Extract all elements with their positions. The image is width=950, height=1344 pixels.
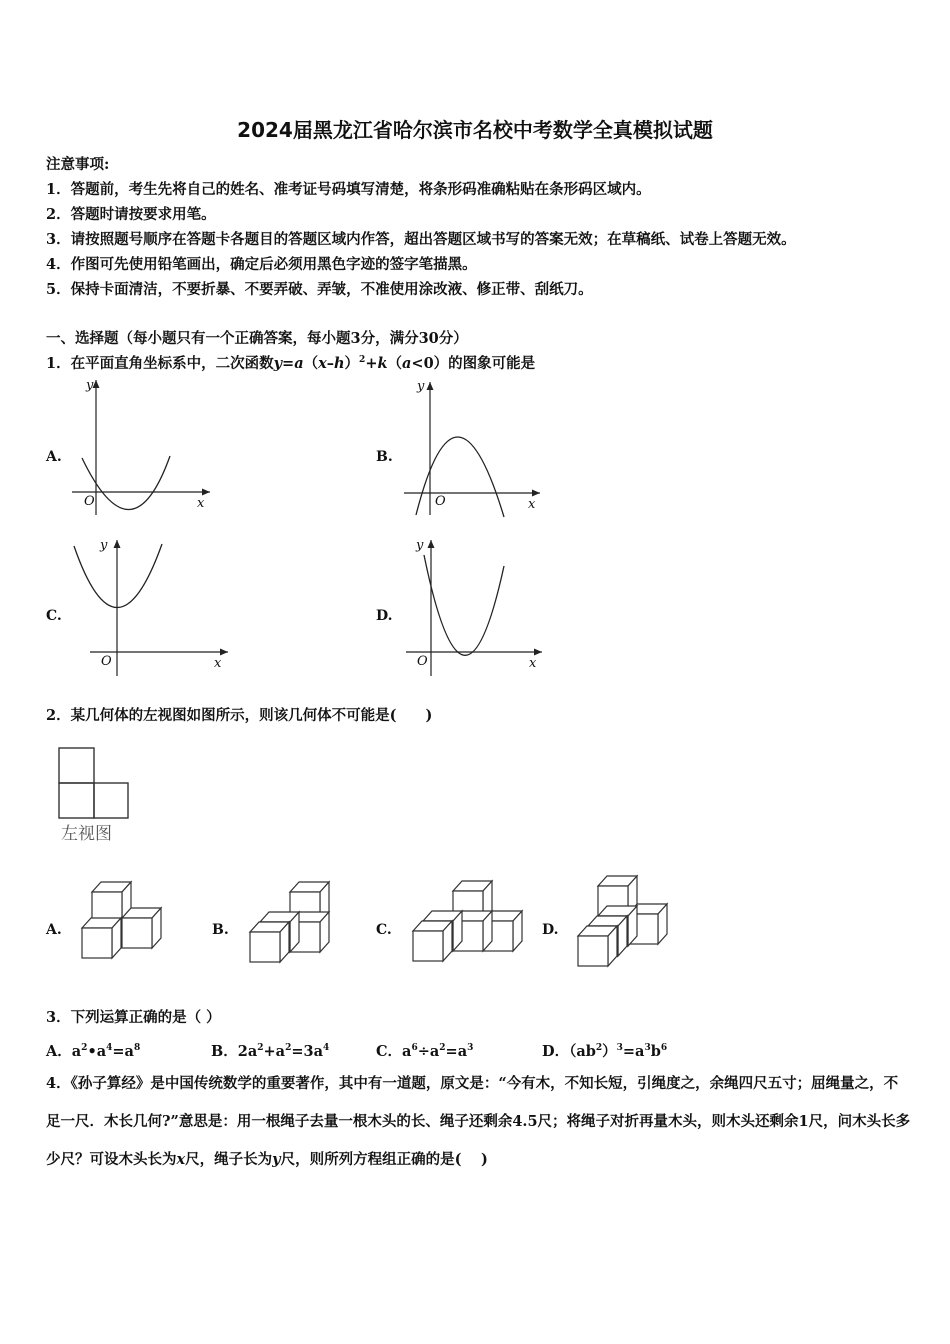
x-axis-label: x: [214, 656, 222, 671]
option-d[interactable]: D．$(ab^2)^3=a^3b^6$: [542, 1043, 668, 1060]
x-axis-label: x: [529, 656, 537, 671]
section-heading: 一、选择题（每小题只有一个正确答案，每小题3分，满分30分）: [46, 330, 468, 347]
question-1-stem: 1．在平面直角坐标系中，二次函数$y=a(x-h)^2+k(a<0)$的图象可能是: [46, 355, 536, 372]
option-c[interactable]: C．$a^6\div a^2=a^3$: [376, 1043, 474, 1060]
option-label-a[interactable]: A.: [46, 449, 62, 465]
option-b[interactable]: B．$2a^2+a^2=3a^4$: [211, 1043, 330, 1060]
y-axis-label: y: [100, 538, 108, 553]
option-label-b[interactable]: B.: [212, 922, 229, 938]
origin-label: O: [417, 654, 428, 669]
question-2-stem: 2．某几何体的左视图如图所示，则该几何体不可能是( ): [46, 707, 433, 724]
y-axis-label: y: [417, 379, 425, 394]
question-3-stem: 3．下列运算正确的是（ ）: [46, 1009, 221, 1026]
notice-item: 1．答题前，考生先将自己的姓名、准考证号码填写清楚，将条形码准确粘贴在条形码区域内。: [46, 181, 651, 198]
origin-label: O: [101, 654, 112, 669]
y-axis-label: y: [86, 378, 94, 393]
origin-label: O: [84, 494, 95, 509]
option-label-d[interactable]: D.: [542, 922, 559, 938]
solid-option-c: [413, 881, 522, 961]
option-label-c[interactable]: C.: [46, 608, 62, 624]
left-view-caption: 左视图: [61, 824, 112, 844]
option-label-b[interactable]: B.: [376, 449, 393, 465]
notice-item: 3．请按照题号顺序在答题卡各题目的答题区域内作答，超出答题区域书写的答案无效；在草稿纸、试卷上答题无效。: [46, 231, 796, 248]
notice-item: 4．作图可先使用铅笔画出，确定后必须用黑色字迹的签字笔描黑。: [46, 256, 477, 273]
origin-label: O: [435, 494, 446, 509]
option-a[interactable]: A．$a^2•a^4=a^8$: [46, 1043, 141, 1060]
page-title: 2024届黑龙江省哈尔滨市名校中考数学全真模拟试题: [237, 118, 713, 142]
notice-item: 2．答题时请按要求用笔。: [46, 206, 216, 223]
option-label-c[interactable]: C.: [376, 922, 392, 938]
option-label-a[interactable]: A.: [46, 922, 62, 938]
x-axis-label: x: [197, 496, 205, 511]
x-axis-label: x: [528, 497, 536, 512]
y-axis-label: y: [416, 538, 424, 553]
notice-item: 5．保持卡面清洁，不要折暴、不要弄破、弄皱，不准使用涂改液、修正带、刮纸刀。: [46, 281, 593, 298]
question-4-stem: 4．《孙子算经》是中国传统数学的重要著作，其中有一道题，原文是：“今有木，不知长短，引绳度之，余绳四尺五寸；屈绳量之，不足一尺．木长几何?”意思是：用一根绳子去量一根木头的长、绳子还剩余4.5尺；将绳子对折再量木头，则木头还剩余1尺，问木头长多少尺？可设木头长为x尺，绳子长为y尺，则所列方程组正确的是( ): [46, 1075, 911, 1168]
solid-option-d: [578, 876, 667, 966]
solid-option-b: [250, 882, 329, 962]
solid-option-a: [82, 882, 161, 958]
option-label-d[interactable]: D.: [376, 608, 393, 624]
notice-heading: 注意事项:: [46, 156, 110, 173]
